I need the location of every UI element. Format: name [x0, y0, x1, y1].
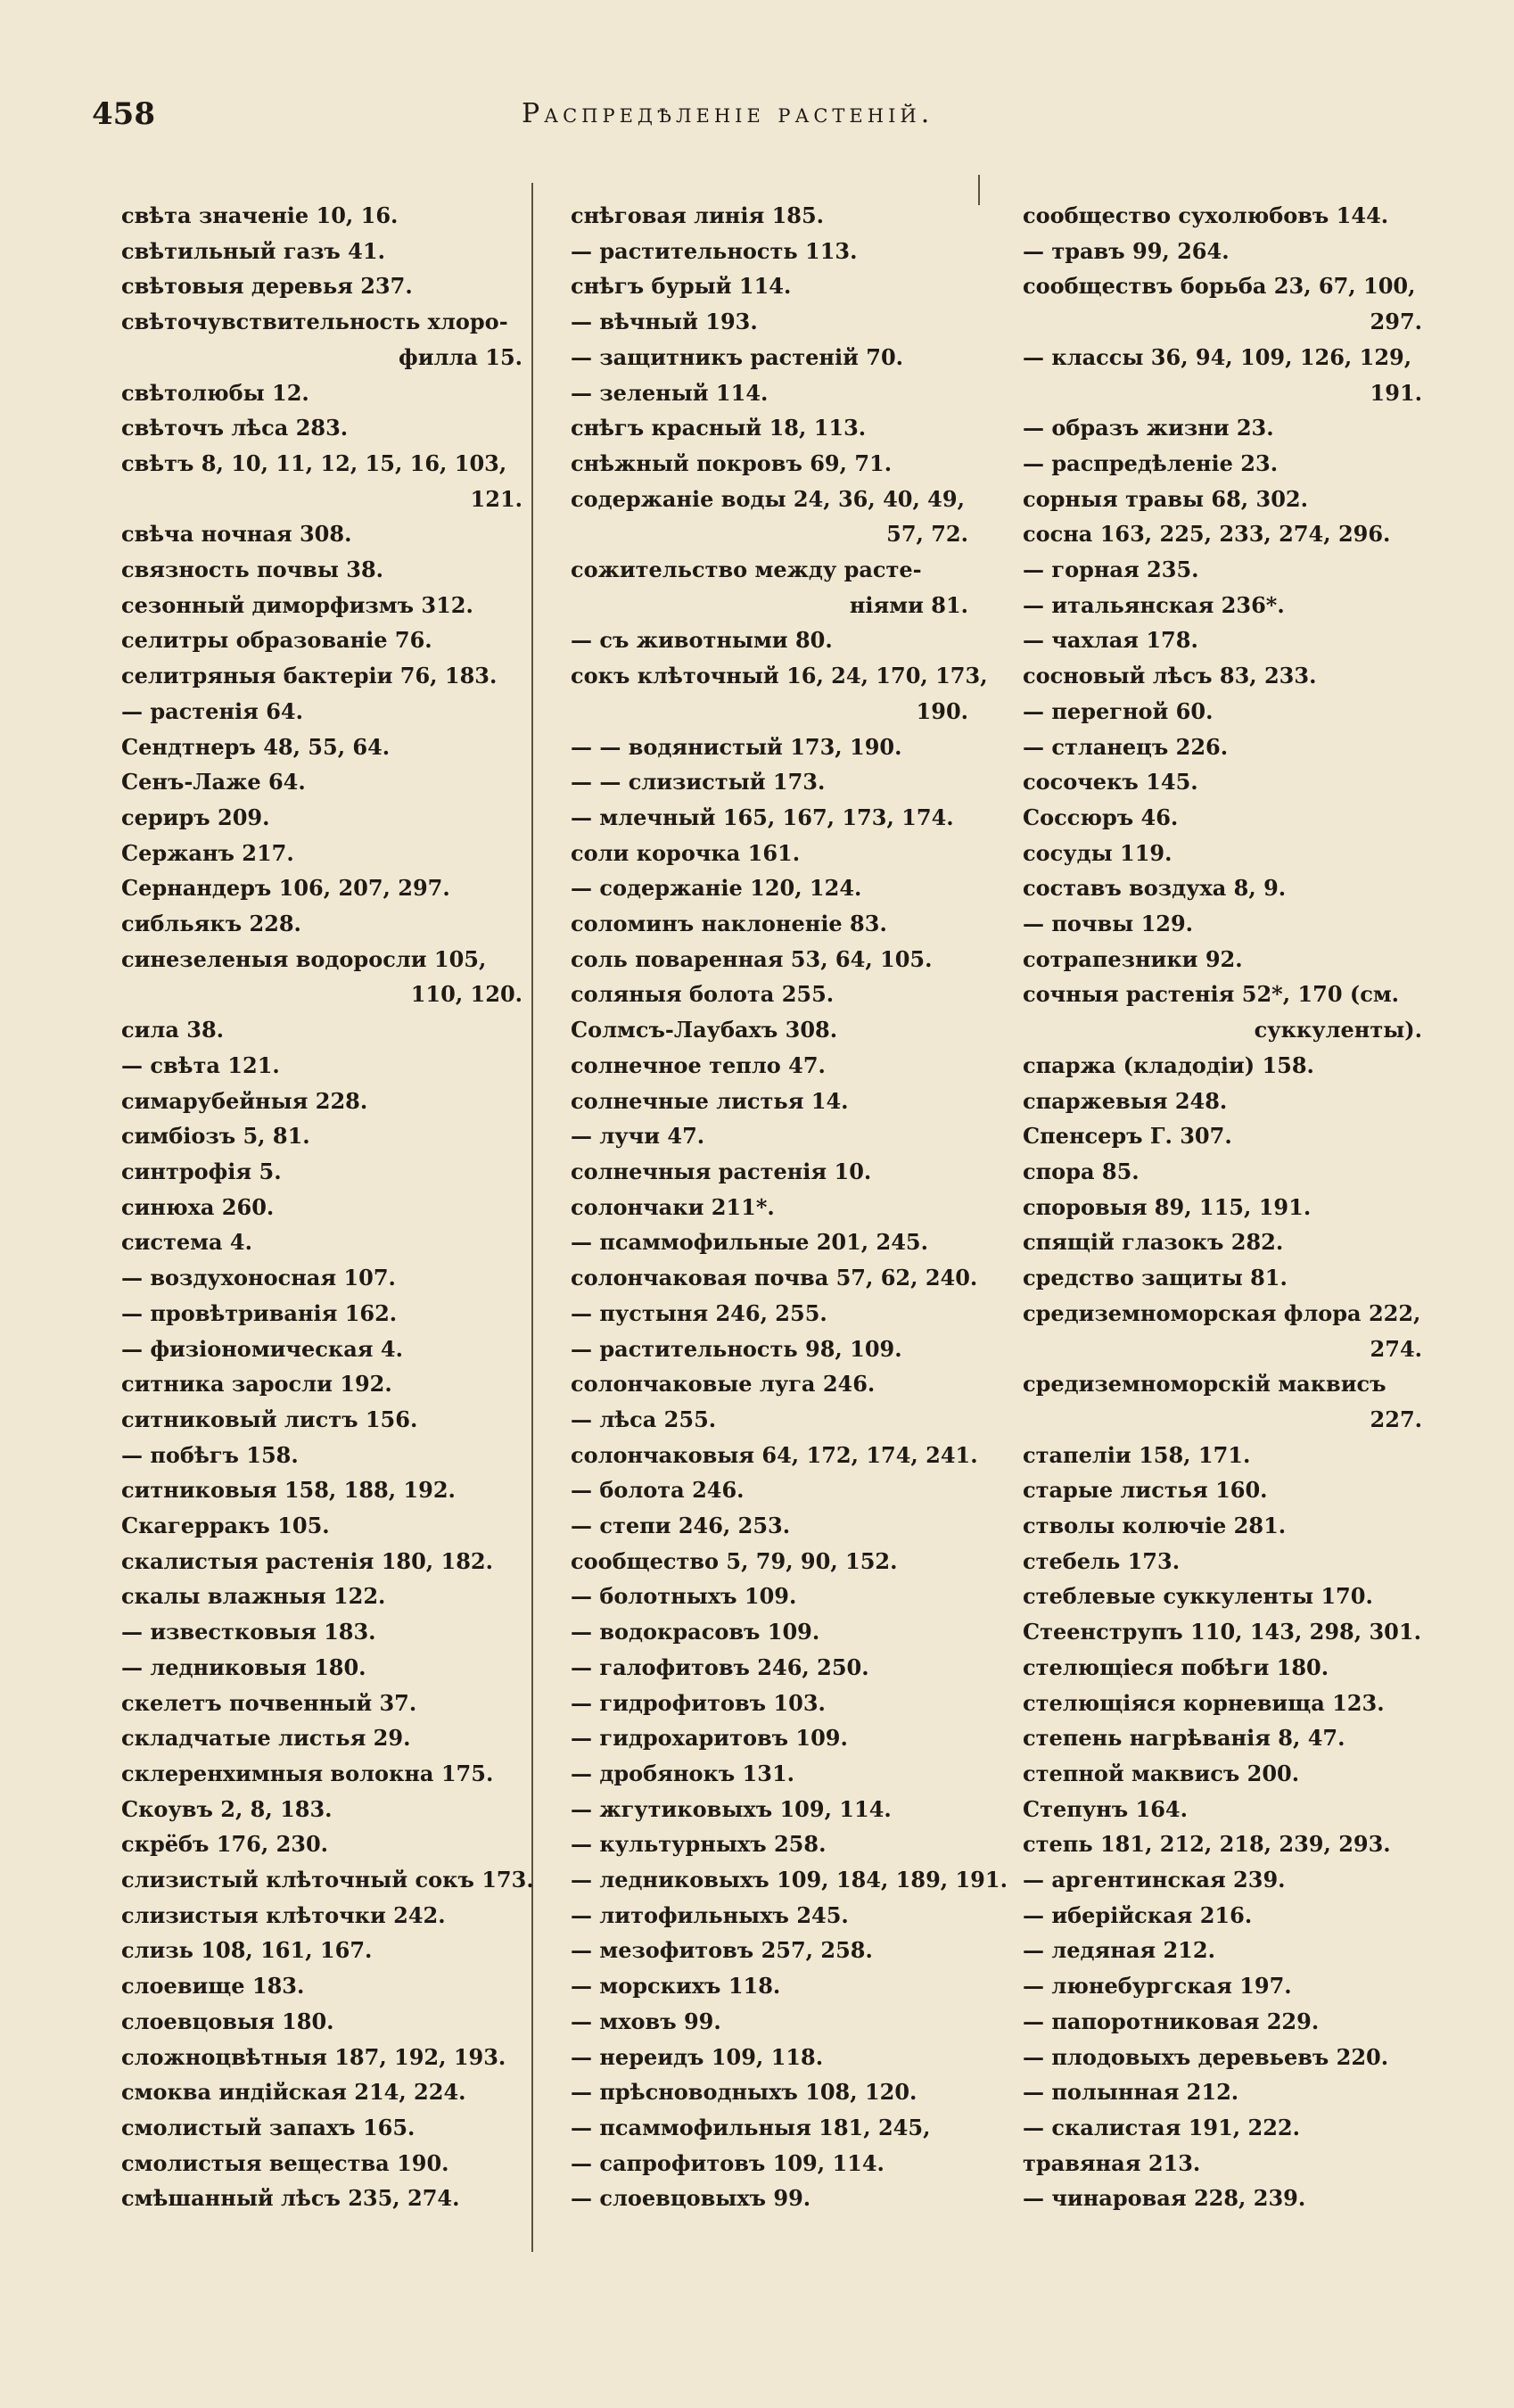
index-column-1	[121, 198, 534, 2216]
index-entry: — жгутиковыхъ 109, 114.	[571, 1795, 892, 1822]
index-entry-continuation: 110, 120.	[410, 981, 522, 1008]
index-entry: сообщество 5, 79, 90, 152.	[571, 1547, 898, 1574]
index-entry: слизистый клѣточный сокъ 173.	[121, 1867, 534, 1893]
index-entry: соль поваренная 53, 64, 105.	[571, 945, 933, 972]
index-entry: Солмсъ-Лаубахъ 308.	[571, 1017, 838, 1043]
index-entry: свѣтовыя деревья 237.	[121, 273, 413, 300]
index-entry: — плодовыхъ деревьевъ 220.	[1023, 2043, 1389, 2070]
index-entry: ситника заросли 192.	[121, 1371, 392, 1398]
index-entry: ситниковыя 158, 188, 192.	[121, 1477, 456, 1504]
index-entry: — лѣса 255.	[571, 1406, 717, 1432]
index-entry: солнечное тепло 47.	[571, 1051, 826, 1078]
index-entry: складчатые листья 29.	[121, 1725, 411, 1752]
index-entry: — растительность 113.	[571, 237, 858, 264]
index-entry: синюха 260.	[121, 1193, 275, 1220]
page-header	[0, 96, 1514, 132]
index-entry: — гидрохаритовъ 109.	[571, 1725, 848, 1752]
index-entry: спаржа (кладодіи) 158.	[1023, 1051, 1314, 1078]
index-entry: слоевище 183.	[121, 1973, 305, 2000]
index-entry: соли корочка 161.	[571, 839, 801, 866]
index-entry: степень нагрѣванія 8, 47.	[1023, 1725, 1345, 1752]
index-entry: сообщество сухолюбовъ 144.	[1023, 202, 1389, 228]
index-entry: сосуды 119.	[1023, 839, 1173, 866]
index-entry-continuation: 190.	[916, 697, 968, 724]
index-entry: Стеенструпъ 110, 143, 298, 301.	[1023, 1619, 1421, 1645]
index-entry: снѣжный покровъ 69, 71.	[571, 449, 893, 476]
index-entry: стволы колючіе 281.	[1023, 1513, 1287, 1539]
index-entry: сосочекъ 145.	[1023, 769, 1198, 796]
index-entry: селитряныя бактеріи 76, 183.	[121, 663, 498, 689]
index-entry: свѣточувствительность хлоро-	[121, 309, 508, 335]
index-entry: Степунъ 164.	[1023, 1795, 1188, 1822]
index-entry-continuation: 297.	[1370, 309, 1422, 335]
index-entry: — дробянокъ 131.	[571, 1760, 795, 1786]
index-entry: — растенія 64.	[121, 697, 303, 724]
index-entry: — — водянистый 173, 190.	[571, 733, 902, 760]
index-entry: Сенъ-Лаже 64.	[121, 769, 306, 796]
index-entry: скалы влажныя 122.	[121, 1583, 386, 1610]
index-entry: свѣточъ лѣса 283.	[121, 415, 349, 441]
index-entry: сибльякъ 228.	[121, 911, 301, 937]
index-entry: — защитникъ растеній 70.	[571, 343, 904, 370]
index-entry: стебель 173.	[1023, 1547, 1181, 1574]
index-entry: — сапрофитовъ 109, 114.	[571, 2149, 885, 2176]
index-entry-continuation: суккуленты).	[1254, 1017, 1422, 1043]
index-entry: сила 38.	[121, 1017, 224, 1043]
index-entry: Спенсеръ Г. 307.	[1023, 1123, 1232, 1150]
index-entry: — свѣта 121.	[121, 1051, 280, 1078]
index-entry: — морскихъ 118.	[571, 1973, 781, 2000]
index-entry: синезеленыя водоросли 105,	[121, 945, 487, 972]
index-entry: сосновый лѣсъ 83, 233.	[1023, 663, 1317, 689]
index-entry: свѣтильный газъ 41.	[121, 237, 385, 264]
index-entry: — прѣсноводныхъ 108, 120.	[571, 2079, 917, 2106]
index-entry: стапеліи 158, 171.	[1023, 1441, 1251, 1468]
index-entry: — воздухоносная 107.	[121, 1265, 396, 1291]
index-entry: стелющіеся побѣги 180.	[1023, 1653, 1329, 1680]
index-entry: — классы 36, 94, 109, 126, 129,	[1023, 343, 1412, 370]
index-entry: снѣгъ красный 18, 113.	[571, 415, 867, 441]
index-entry: средиземноморская флора 222,	[1023, 1299, 1421, 1326]
index-column-2	[571, 198, 1008, 2216]
index-entry: — псаммофильныя 181, 245,	[571, 2114, 931, 2140]
index-entry: содержаніе воды 24, 36, 40, 49,	[571, 485, 965, 512]
index-entry: система 4.	[121, 1229, 252, 1256]
index-entry: — млечный 165, 167, 173, 174.	[571, 804, 954, 830]
index-entry-continuation: филла 15.	[399, 343, 522, 370]
index-entry: снѣговая линія 185.	[571, 202, 825, 228]
index-entry: — пустыня 246, 255.	[571, 1299, 827, 1326]
index-entry: старые листья 160.	[1023, 1477, 1268, 1504]
index-entry: средиземноморскій маквисъ	[1023, 1371, 1386, 1398]
index-entry-continuation: 227.	[1370, 1406, 1422, 1432]
index-entry: стелющіяся корневища 123.	[1023, 1689, 1385, 1716]
index-entry: сотрапезники 92.	[1023, 945, 1243, 972]
index-entry: смѣшанный лѣсъ 235, 274.	[121, 2185, 460, 2212]
index-entry: — ледниковыхъ 109, 184, 189, 191.	[571, 1867, 1008, 1893]
index-entry-continuation: 191.	[1370, 379, 1422, 406]
index-entry: травяная 213.	[1023, 2149, 1201, 2176]
index-entry: солончаковыя 64, 172, 174, 241.	[571, 1441, 978, 1468]
index-entry: — почвы 129.	[1023, 911, 1194, 937]
index-entry-continuation: ніями 81.	[849, 591, 968, 618]
index-entry: смолистыя вещества 190.	[121, 2149, 449, 2176]
index-column-3	[1023, 198, 1424, 2216]
index-entry: ситниковый листъ 156.	[121, 1406, 418, 1432]
running-title: Распредѣленіе растеній.	[522, 98, 934, 129]
index-entry: Сержанъ 217.	[121, 839, 294, 866]
index-entry: — культурныхъ 258.	[571, 1831, 827, 1858]
index-entry: — слоевцовыхъ 99.	[571, 2185, 811, 2212]
index-entry: — горная 235.	[1023, 557, 1199, 583]
index-entry: солончаковая почва 57, 62, 240.	[571, 1265, 978, 1291]
column-divider	[531, 183, 533, 2252]
index-entry-continuation: 121.	[470, 485, 522, 512]
index-entry: Соссюръ 46.	[1023, 804, 1179, 830]
index-entry: свѣта значеніе 10, 16.	[121, 202, 399, 228]
index-entry: сокъ клѣточный 16, 24, 170, 173,	[571, 663, 988, 689]
index-entry: — итальянская 236*.	[1023, 591, 1285, 618]
index-entry: солончаки 211*.	[571, 1193, 775, 1220]
index-entry: — водокрасовъ 109.	[571, 1619, 820, 1645]
index-entry: степь 181, 212, 218, 239, 293.	[1023, 1831, 1391, 1858]
index-entry: — иберійская 216.	[1023, 1901, 1253, 1928]
index-entry: слизь 108, 161, 167.	[121, 1937, 373, 1964]
index-entry: соляныя болота 255.	[571, 981, 835, 1008]
index-entry: смолистый запахъ 165.	[121, 2114, 416, 2140]
index-entry: сезонный диморфизмъ 312.	[121, 591, 473, 618]
index-entry: спора 85.	[1023, 1158, 1140, 1184]
index-entry: скрёбъ 176, 230.	[121, 1831, 329, 1858]
index-entry: — степи 246, 253.	[571, 1513, 791, 1539]
index-entry: споровыя 89, 115, 191.	[1023, 1193, 1312, 1220]
index-entry: — ледниковыя 180.	[121, 1653, 366, 1680]
index-entry: — перегной 60.	[1023, 697, 1214, 724]
index-entry: — — слизистый 173.	[571, 769, 826, 796]
index-entry: — провѣтриванія 162.	[121, 1299, 398, 1326]
index-entry: сосна 163, 225, 233, 274, 296.	[1023, 521, 1391, 548]
index-entry: скелетъ почвенный 37.	[121, 1689, 417, 1716]
index-entry: спящій глазокъ 282.	[1023, 1229, 1284, 1256]
page-number: 458	[92, 96, 155, 132]
index-entry: свѣча ночная 308.	[121, 521, 352, 548]
index-entry: — чахлая 178.	[1023, 627, 1198, 654]
index-entry: — травъ 99, 264.	[1023, 237, 1230, 264]
index-entry: симарубейныя 228.	[121, 1087, 368, 1114]
index-entry: сериръ 209.	[121, 804, 270, 830]
index-entry: Сендтнеръ 48, 55, 64.	[121, 733, 391, 760]
index-entry: — физіономическая 4.	[121, 1335, 403, 1362]
index-entry: сообществъ борьба 23, 67, 100,	[1023, 273, 1416, 300]
index-entry: — чинаровая 228, 239.	[1023, 2185, 1306, 2212]
index-entry: — вѣчный 193.	[571, 309, 758, 335]
index-entry: средство защиты 81.	[1023, 1265, 1288, 1291]
index-entry: сорныя травы 68, 302.	[1023, 485, 1308, 512]
index-entry: — литофильныхъ 245.	[571, 1901, 849, 1928]
index-entry: — скалистая 191, 222.	[1023, 2114, 1300, 2140]
index-entry: составъ воздуха 8, 9.	[1023, 875, 1287, 902]
index-entry: — растительность 98, 109.	[571, 1335, 902, 1362]
index-entry: Сернандеръ 106, 207, 297.	[121, 875, 450, 902]
column-mark	[978, 175, 980, 205]
index-entry: симбіозъ 5, 81.	[121, 1123, 310, 1150]
index-entry: свѣтолюбы 12.	[121, 379, 309, 406]
index-entry-continuation: 57, 72.	[886, 521, 968, 548]
index-entry: слизистыя клѣточки 242.	[121, 1901, 446, 1928]
index-entry: — съ животными 80.	[571, 627, 833, 654]
index-entry: спаржевыя 248.	[1023, 1087, 1228, 1114]
index-entry: — нереидъ 109, 118.	[571, 2043, 824, 2070]
index-entry: синтрофія 5.	[121, 1158, 282, 1184]
index-entry: — галофитовъ 246, 250.	[571, 1653, 869, 1680]
index-entry: снѣгъ бурый 114.	[571, 273, 792, 300]
index-entry: сожительство между расте-	[571, 557, 922, 583]
index-entry: — гидрофитовъ 103.	[571, 1689, 826, 1716]
index-entry: селитры образованіе 76.	[121, 627, 432, 654]
index-entry: связность почвы 38.	[121, 557, 384, 583]
index-entry: — стланецъ 226.	[1023, 733, 1229, 760]
index-entry: — образъ жизни 23.	[1023, 415, 1274, 441]
index-entry: — мховъ 99.	[571, 2008, 721, 2034]
index-entry: смоква индійская 214, 224.	[121, 2079, 466, 2106]
index-entry: соломинъ наклоненіе 83.	[571, 911, 887, 937]
index-entry: — болотныхъ 109.	[571, 1583, 797, 1610]
index-entry: — папоротниковая 229.	[1023, 2008, 1320, 2034]
index-entry: — полынная 212.	[1023, 2079, 1239, 2106]
index-entry: сочныя растенія 52*, 170 (см.	[1023, 981, 1400, 1008]
index-entry: — люнебургская 197.	[1023, 1973, 1292, 2000]
index-entry: — аргентинская 239.	[1023, 1867, 1286, 1893]
index-entry: свѣтъ 8, 10, 11, 12, 15, 16, 103,	[121, 449, 507, 476]
index-entry: сложноцвѣтныя 187, 192, 193.	[121, 2043, 506, 2070]
index-entry: — мезофитовъ 257, 258.	[571, 1937, 873, 1964]
index-entry: — псаммофильные 201, 245.	[571, 1229, 928, 1256]
index-entry: солончаковые луга 246.	[571, 1371, 876, 1398]
index-entry: — лучи 47.	[571, 1123, 705, 1150]
index-entry: склеренхимныя волокна 175.	[121, 1760, 494, 1786]
index-entry: скалистыя растенія 180, 182.	[121, 1547, 493, 1574]
index-entry: — побѣгъ 158.	[121, 1441, 299, 1468]
index-entry: слоевцовыя 180.	[121, 2008, 334, 2034]
index-entry: — содержаніе 120, 124.	[571, 875, 862, 902]
index-entry: — болота 246.	[571, 1477, 745, 1504]
index-entry: Скоувъ 2, 8, 183.	[121, 1795, 333, 1822]
index-entry: — зеленый 114.	[571, 379, 769, 406]
index-entry: стеблевые суккуленты 170.	[1023, 1583, 1373, 1610]
index-entry: — распредѣленіе 23.	[1023, 449, 1279, 476]
index-entry-continuation: 274.	[1370, 1335, 1422, 1362]
index-entry: степной маквисъ 200.	[1023, 1760, 1300, 1786]
index-entry: солнечные листья 14.	[571, 1087, 849, 1114]
index-entry: Скагерракъ 105.	[121, 1513, 330, 1539]
index-entry: — известковыя 183.	[121, 1619, 376, 1645]
index-entry: — ледяная 212.	[1023, 1937, 1215, 1964]
index-entry: солнечныя растенія 10.	[571, 1158, 872, 1184]
